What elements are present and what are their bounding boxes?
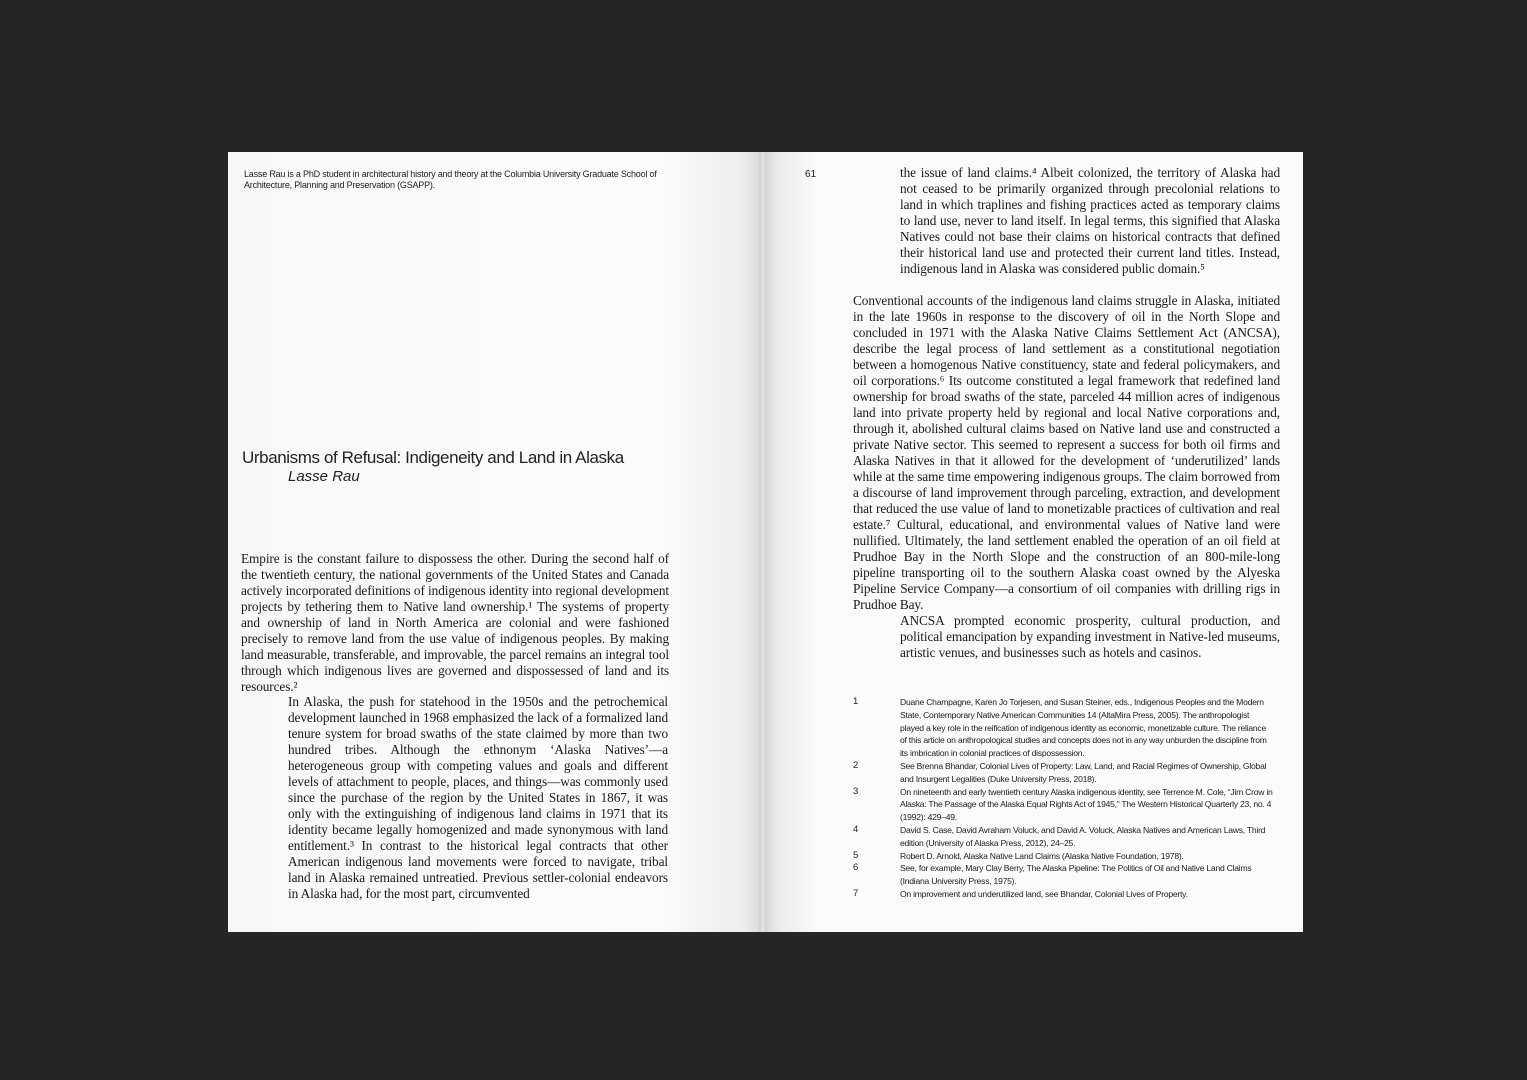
footnote: 7 On improvement and underutilized land, see Bhandar, Colonial Lives of Property. (853, 887, 1188, 899)
body-paragraph-4: Conventional accounts of the indigenous land claims struggle in Alaska, initiated in the late 1960s in response to the discovery of oil in the North Slope and concluded in 1971 with the Alaska Native Claims Settlement Act (ANCSA), describe the legal process of land settlement as a constitutional negotiation between a homogenous Native constituency, state and federal policymakers, and oil corporations.⁶ Its outcome constituted a legal framework that redefined land ownership for broad swaths of the state, parceled 44 million acres of indigenous land into private property held by regional and local Native corporations and, through it, abolished cultural claims based on Native land use and constructed a private Native sector. This seemed to represent a success for both oil firms and Alaska Natives in that it allowed for the development of ‘underutilized’ lands while at the same time empowering indigenous groups. The claim borrowed from a discourse of land improvement through parceling, extraction, and development that reduced the use value of land to monetizable practices of cultivation and real estate.⁷ Cultural, educational, and environmental values of Native land were nullified. Ultimately, the land settlement enabled the operation of an oil field at Prudhoe Bay in the North Slope and the construction of an 800-mile-long pipeline transporting oil to the southern Alaska coast owned by the Alyeska Pipeline Service Company—a consortium of oil companies with drilling rigs in Prudhoe Bay. (853, 293, 1280, 612)
footnotes (853, 696, 1273, 901)
book-gutter (759, 152, 767, 932)
author-bio: Lasse Rau is a PhD student in architectural history and theory at the Columbia University Graduate School of Architecture, Planning and Preservation (GSAPP). (244, 169, 657, 190)
body-paragraph-1: Empire is the constant failure to dispossess the other. During the second half of the twentieth century, the national governments of the United States and Canada actively incorporated definitions of indigenous identity into regional development projects by tethering them to Native land ownership.¹ The systems of property and ownership of land in North America are colonial and were fashioned precisely to remove land from the use value of indigenous peoples. By making land measurable, transferable, and improvable, the parcel remains an integral tool through which indigenous lives are governed and dispossessed of land and its resources.² (241, 551, 669, 694)
article-title: Urbanisms of Refusal: Indigeneity and Land in Alaska (242, 448, 624, 467)
footnote: 6 See, for example, Mary Clay Berry, The Alaska Pipeline: The Politics of Oil and Native Land Claims (Indiana University Press, 1975). (853, 862, 1252, 887)
left-page (228, 152, 763, 932)
footnote: 3 On nineteenth and early twentieth century Alaska indigenous identity, see Terrence M. Cole, “Jim Crow in Alaska: The Passage of the Alaska Equal Rights Act of 1945,” The Western Historical Quarterly 23, no. 4 (1992): 429–49. (853, 785, 1273, 823)
body-paragraph-5: ANCSA prompted economic prosperity, cultural production, and political emancipation by expanding investment in Native-led museums, artistic venues, and businesses such as hotels and casinos. (900, 613, 1280, 660)
footnote: 1 Duane Champagne, Karen Jo Torjesen, and Susan Steiner, eds., Indigenous Peoples and the Modern State, Contemporary Native American Communities 14 (AltaMira Press, 2005). The anthropologist played a key role in the reification of indigenous identity as economic, monetizable culture. The reliance of this article on anthropological studies and concepts does not in any way unburden the discipline from its imbrication in colonial practices of dispossession. (853, 696, 1267, 759)
page-number: 61 (805, 169, 817, 180)
footnote: 4 David S. Case, David Avraham Voluck, and David A. Voluck, Alaska Natives and American Laws, Third edition (University of Alaska Press, 2012), 24–25. (853, 823, 1266, 848)
open-book (228, 152, 1303, 932)
body-paragraph-2: In Alaska, the push for statehood in the 1950s and the petrochemical development launched in 1968 emphasized the lack of a formalized land tenure system for broad swaths of the state claimed by more than two hundred tribes. Although the ethnonym ‘Alaska Natives’—a heterogeneous group with competing values and goals and different levels of attachment to people, places, and things—was commonly used since the purchase of the region by the United States in 1867, it was only with the extinguishing of indigenous land claims in 1971 that its identity became legally homogenized and made synonymous with land entitlement.³ In contrast to the historical legal contracts that other American indigenous land movements were forced to navigate, tribal land in Alaska remained untreatied. Previous settler-colonial endeavors in Alaska had, for the most part, circumvented (288, 694, 668, 901)
footnote: 5 Robert D. Arnold, Alaska Native Land Claims (Alaska Native Foundation, 1978). (853, 849, 1184, 861)
article-author: Lasse Rau (288, 468, 360, 485)
right-page (763, 152, 1303, 932)
footnote: 2 See Brenna Bhandar, Colonial Lives of Property: Law, Land, and Racial Regimes of Ownership, Global and Insurgent Legalities (Duke University Press, 2018). (853, 759, 1267, 784)
body-paragraph-3: the issue of land claims.⁴ Albeit colonized, the territory of Alaska had not ceased to be primarily organized through precolonial relations to land in which traplines and fishing practices acted as temporary claims to land use, never to land itself. In legal terms, this signified that Alaska Natives could not base their claims on historical contracts that defined their historical land use and protected their current land titles. Instead, indigenous land in Alaska was considered public domain.⁵ (900, 165, 1280, 276)
